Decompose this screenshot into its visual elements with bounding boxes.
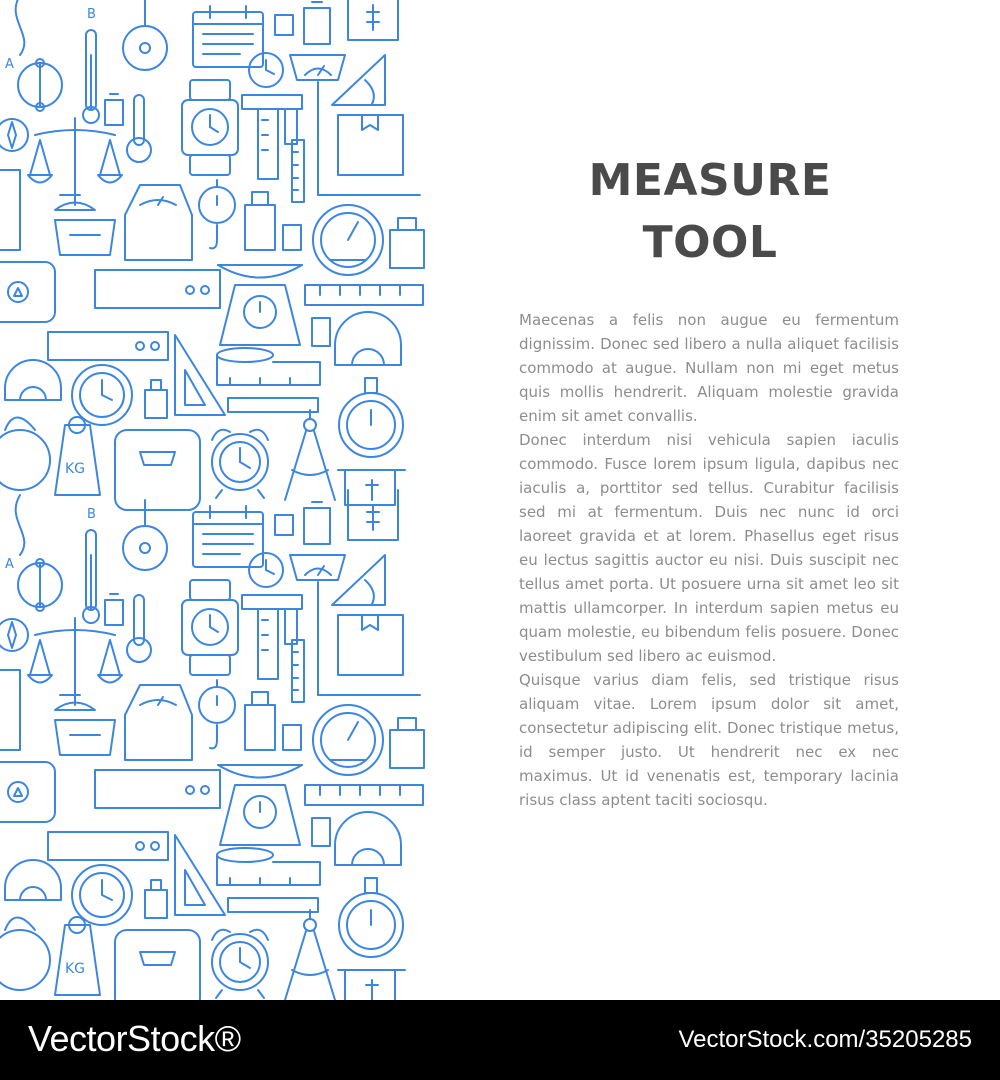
letter-a-1: A (5, 57, 14, 72)
title-line-1: MEASURE (588, 155, 832, 206)
kg-label-1: KG (65, 461, 86, 477)
body-text (519, 308, 899, 812)
paragraph-2: Donec interdum nisi vehicula sapien iaculis commodo. Fusce lorem ipsum ligula, dapibus nec iaculis a, porttitor sed tellus. Curabitur facilisis sed mi at fermentum. Duis nec nunc id orci laoreet gravida et at lorem. Phasellus eget risus eu lectus sagittis auctor eu nisi. Duis suscipit nec tellus amet porta. Ut posuere urna sit amet leo sit mattis ullamcorper. In interdum sapien metus eu quam molestie, eu bibendum felis posuere. Donec vestibulum sed libero ac euismod. (519, 431, 899, 665)
letter-a-2: A (5, 557, 14, 572)
paragraph-3: Quisque varius diam felis, sed tristique risus aliquam vitae. Lorem ipsum dolor sit amet, consectetur adipiscing elit. Donec tristique metus, id semper justo. Ut hendrerit nec ex nec maximus. Ut id venenatis est, temporary lacinia risus class aptent taciti sociosqu. (519, 671, 899, 809)
page-title (560, 150, 860, 274)
measure-tools-line-pattern (0, 0, 425, 1000)
letter-b-2: B (87, 507, 96, 522)
brand-logo: VectorStock® (28, 1018, 241, 1059)
kg-label-2: KG (65, 961, 86, 977)
title-line-2: TOOL (642, 217, 778, 268)
letter-b-1: B (87, 7, 96, 22)
image-reference: VectorStock.com/35205285 (678, 1026, 972, 1053)
watermark-footer (0, 1000, 1000, 1080)
paragraph-1: Maecenas a felis non augue eu fermentum dignissim. Donec sed libero a nulla aliquet facilisis commodo at augue. Nullam non mi eget metus quis mollis hendrerit. Aliquam molestie gravida enim sit amet convallis. (519, 311, 899, 425)
